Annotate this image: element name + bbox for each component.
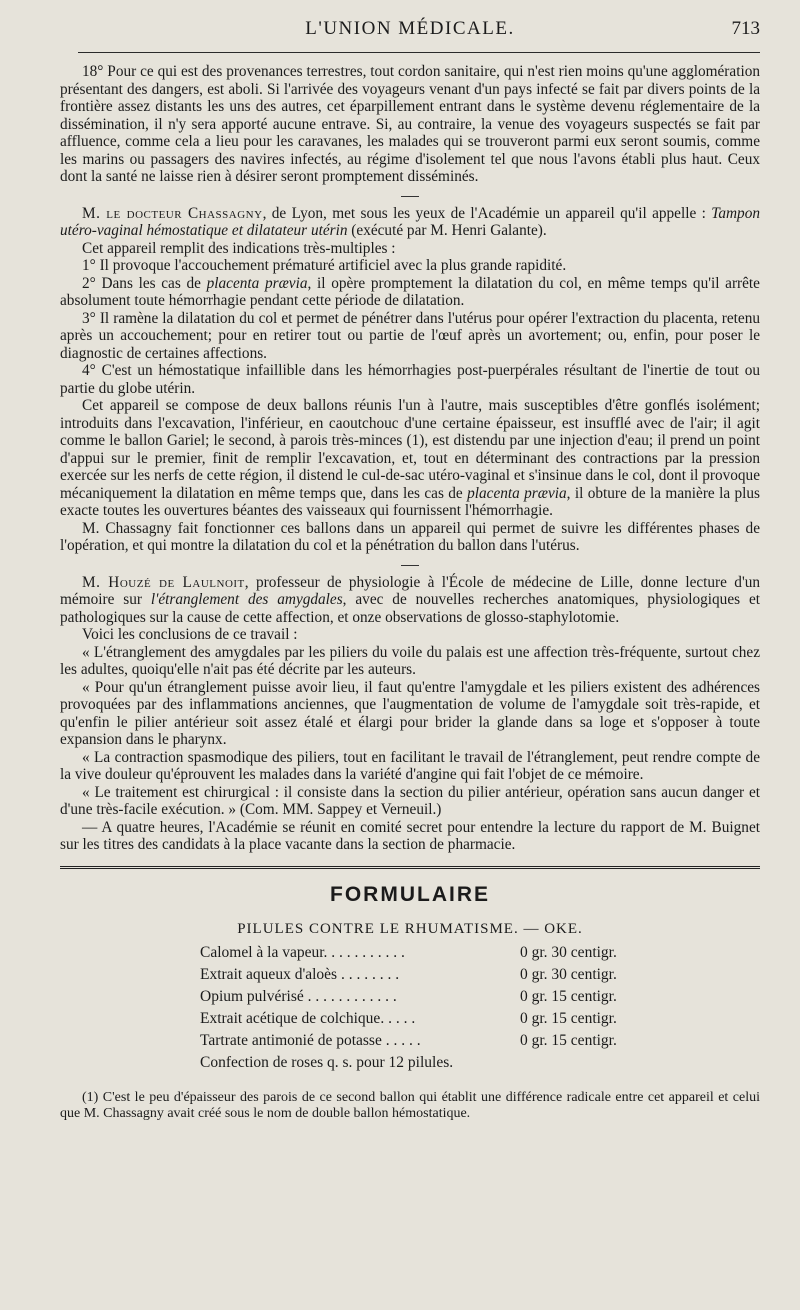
ingredient-name: Extrait aqueux d'aloès . . . . . . . . (200, 965, 400, 983)
recipe-row (200, 1030, 617, 1052)
recipe-row (200, 942, 617, 964)
paragraph-chassagny-intro: M. le docteur Chassagny, de Lyon, met sous les yeux de l'Académie un appareil qu'il appelle : Tampon utéro-vaginal hémostatique et dilatateur utérin (exécuté par M. Henri Galante). (60, 204, 760, 239)
conclusion-4: « Le traitement est chirurgical : il consiste dans la section du pilier antérieur, opération sans aucun danger et d'une très-facile exécution. » (Com. MM. Sappey et Verneuil.) (60, 783, 760, 818)
formulaire-rule (60, 866, 760, 873)
page-number: 713 (731, 18, 760, 39)
indication-2: 2° Dans les cas de placenta prævia, il opère promptement la dilatation du col, en même temps qu'il arrête absolument toute hémorrhagie pendant cette période de dilatation. (60, 274, 760, 309)
ingredient-name: Tartrate antimonié de potasse . . . . . (200, 1031, 421, 1049)
conclusion-3: « La contraction spasmodique des piliers, tout en facilitant le travail de l'étranglement, peut rendre compte de la vive douleur qu'éprouvent les malades dans la variété d'angine qui fait l'objet de ce mémoire. (60, 748, 760, 783)
paragraph-apparatus: Cet appareil se compose de deux ballons réunis l'un à l'autre, mais susceptibles d'être gonflés isolément; introduits dans l'excavation, l'inférieur, en caoutchouc d'une certaine épaisseur, est insufflé avec de l'air; il agit comme le ballon Gariel; le second, à parois très-minces (1), est distendu par une injection d'eau; il prend un point d'appui sur le premier, finit de remplir l'excavation, et, tout en déterminant des contractions par la pression exercée sur les nerfs de cette région, il distend le cul-de-sac utéro-vaginal et s'insinue dans le col, dont il provoque mécaniquement la dilatation en même temps que, dans les cas de placenta prævia, il obture de la manière la plus exacte toutes les ouvertures béantes des vaisseaux qui fournissent l'hémorrhagie. (60, 397, 760, 519)
ingredient-quantity (520, 1052, 617, 1074)
footnote-text: (1) C'est le peu d'épaisseur des parois de ce second ballon qui établit une différence radicale entre cet appareil et celui que M. Chassagny avait créé sous le nom de double ballon hémostatique. (60, 1089, 760, 1121)
ingredient-quantity: 0 gr. 30 centigr. (520, 965, 617, 983)
memoir-title: l'étranglement des amygdales (150, 591, 343, 608)
recipe-row (200, 1052, 617, 1074)
recipe-table (200, 942, 617, 1074)
formulaire-title: FORMULAIRE (330, 882, 490, 906)
header-rule (78, 52, 760, 53)
paragraph-conclusions: Voici les conclusions de ce travail : (82, 626, 298, 643)
running-header (60, 18, 760, 48)
indication-1: 1° Il provoque l'accouchement prématuré artificiel avec la plus grande rapidité. (82, 257, 567, 274)
ingredient-quantity: 0 gr. 15 centigr. (520, 1031, 617, 1049)
ingredient-quantity: 0 gr. 15 centigr. (520, 1009, 617, 1027)
article-body (60, 63, 760, 854)
ingredient-name: Calomel à la vapeur. . . . . . . . . . . (200, 943, 405, 961)
indication-3: 3° Il ramène la dilatation du col et permet de pénétrer dans l'utérus pour opérer l'extraction du placenta, retenu après un accouchement; pour en retirer tout ou partie de l'œuf après un avortement; ou, enfin, pour poser le diagnostic de certaines affections. (60, 309, 760, 362)
ingredient-quantity: 0 gr. 15 centigr. (520, 987, 617, 1005)
section-separator (401, 565, 419, 566)
paragraph-indications: Cet appareil remplit des indications très-multiples : (82, 239, 396, 257)
conclusion-1: « L'étranglement des amygdales par les piliers du voile du palais est une affection très-fréquente, surtout chez les adultes, quoiqu'elle n'ait pas été décrite par les auteurs. (60, 643, 760, 678)
paragraph-houze-intro: M. Houzé de Laulnoit, professeur de physiologie à l'École de médecine de Lille, donne lecture d'un mémoire sur l'étranglement des amygdales, avec de nouvelles recherches anatomiques, physiologiques et pathologiques sur la cause de cette affection, et onze observations de glosso-staphylotomie. (60, 573, 761, 626)
recipe-title: PILULES CONTRE LE RHUMATISME. — OKE. (237, 920, 583, 937)
ingredient-name: Extrait acétique de colchique. . . . . (200, 1009, 416, 1027)
journal-title: L'UNION MÉDICALE. (305, 18, 515, 39)
author-name: M. le docteur Chassagny (82, 204, 263, 222)
conclusion-2: « Pour qu'un étranglement puisse avoir lieu, il faut qu'entre l'amygdale et les piliers existent des adhérences provoquées par des inflammations anciennes, que l'augmentation de volume de l'amygdale soit très-rapide, et qu'enfin le pilier antérieur soit assez étalé et élargi pour brider la glande dans sa loge et s'opposer à toute expansion dans le pharynx. (60, 678, 760, 748)
indication-4: 4° C'est un hémostatique infaillible dans les hémorrhagies post-puerpérales résultant de l'inertie de tout ou partie du globe utérin. (60, 362, 760, 397)
recipe-row (200, 986, 617, 1008)
paragraph-quarantine: 18° Pour ce qui est des provenances terrestres, tout cordon sanitaire, qui n'est rien moins qu'une agglomération présentant des dangers, est aboli. Si l'arrivée des voyageurs venant d'un pays infecté se fait par divers points de la frontière assez distants les uns des autres, cet éparpillement entrant dans le système devenu réglementaire de la dissémination, il n'y sera apporté aucune entrave. Si, au contraire, la venue des voyageurs suspectés se fait par affluence, comme cela a lieu pour les caravanes, les malades qui se trouveront parmi eux seront soumis, comme les marins ou passagers des navires infectés, au régime d'isolement tel que nous l'avons établi plus haut. Ceux dont la santé ne laisse rien à désirer seront promptement disséminés. (60, 63, 760, 185)
section-separator (401, 196, 419, 197)
paragraph-demonstration: M. Chassagny fait fonctionner ces ballons dans un appareil qui permet de suivre les différentes phases de l'opération, et qui montre la dilatation du col et la pénétration du ballon dans l'utérus. (60, 519, 760, 554)
device-name: Tampon utéro-vaginal hémostatique et dilatateur utérin (60, 204, 760, 239)
footnote (60, 1090, 760, 1122)
paragraph-closing: — A quatre heures, l'Académie se réunit en comité secret pour entendre la lecture du rapport de M. Buignet sur les titres des candidats à la place vacante dans la section de pharmacie. (60, 818, 760, 853)
ingredient-name: Opium pulvérisé . . . . . . . . . . . . (200, 987, 397, 1005)
author-name: M. Houzé de Laulnoit (82, 573, 245, 591)
recipe-row (200, 1008, 617, 1030)
ingredient-name: Confection de roses q. s. pour 12 pilules. (200, 1053, 454, 1071)
ingredient-quantity: 0 gr. 30 centigr. (520, 943, 617, 961)
recipe-row (200, 964, 617, 986)
